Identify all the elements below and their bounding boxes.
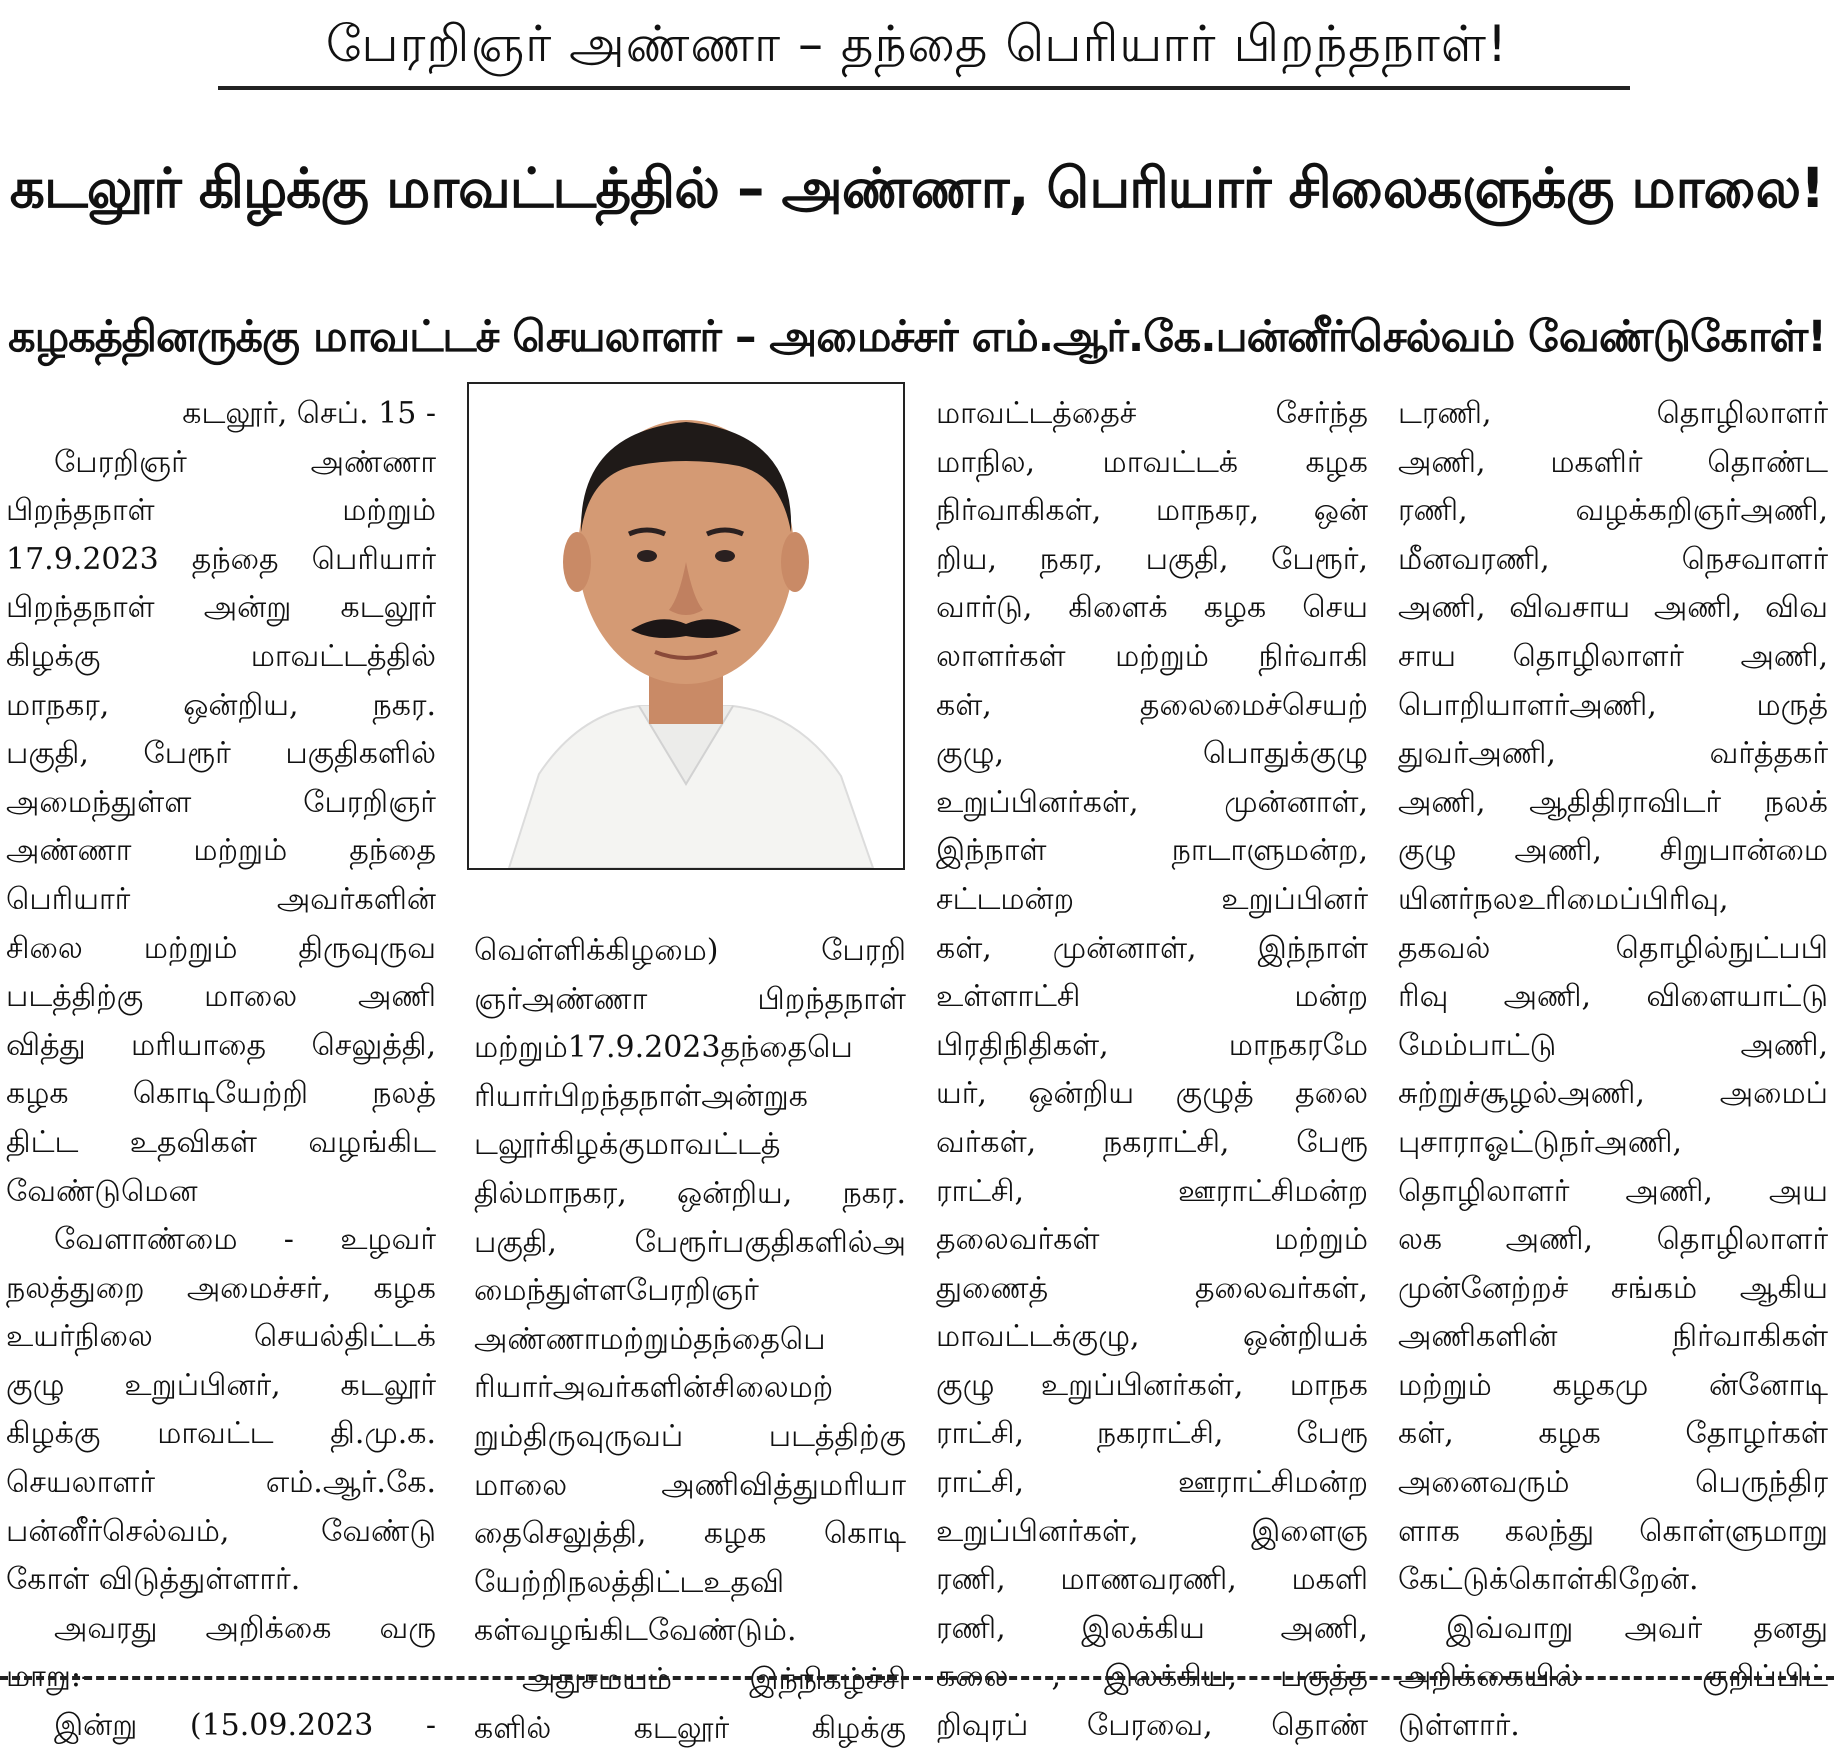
article-text-line: ராட்சி, ஊராட்சிமன்ற xyxy=(936,1168,1368,1217)
article-text-line: வர்கள், நகராட்சி, பேரூ xyxy=(936,1119,1368,1168)
article-text-line: கள்வழங்கிடவேண்டும். xyxy=(474,1607,906,1656)
article-text-line: கள், முன்னாள், இந்நாள் xyxy=(936,925,1368,974)
article-text-line: மாநில, மாவட்டக் கழக xyxy=(936,439,1368,488)
article-text-line: பெரியார் அவர்களின் xyxy=(6,876,436,925)
article-text-line: யினர்நலஉரிமைப்பிரிவு, xyxy=(1398,876,1828,925)
article-text-line: துணைத் தலைவர்கள், xyxy=(936,1265,1368,1314)
article-column-2 xyxy=(474,927,906,1753)
article-text-line: களில் கடலூர் கிழக்கு xyxy=(474,1705,906,1753)
article-text-line: சுற்றுச்சூழல்அணி, அமைப் xyxy=(1398,1070,1828,1119)
article-text-line: அணி, விவசாய அணி, விவ xyxy=(1398,584,1828,633)
article-text-line: திட்ட உதவிகள் வழங்கிட xyxy=(6,1119,436,1168)
article-text-line: தில்மாநகர, ஒன்றிய, நகர. xyxy=(474,1170,906,1219)
article-text-line: கிழக்கு மாவட்ட தி.மு.க. xyxy=(6,1410,436,1459)
article-text-line: றும்திருவுருவப் படத்திற்கு xyxy=(474,1413,906,1462)
article-text-line: ரணி, வழக்கறிஞர்அணி, xyxy=(1398,487,1828,536)
article-text-line: உறுப்பினர்கள், இளைஞ xyxy=(936,1508,1368,1557)
article-text-line: ரிவு அணி, விளையாட்டு xyxy=(1398,973,1828,1022)
main-headline: கடலூர் கிழக்கு மாவட்டத்தில் – அண்ணா, பெரியார் சிலைகளுக்கு மாலை! xyxy=(0,128,1834,248)
article-text-line: உயர்நிலை செயல்திட்டக் xyxy=(6,1313,436,1362)
article-text-line: நலத்துறை அமைச்சர், கழக xyxy=(6,1265,436,1314)
article-text-line: ரியார்அவர்களின்சிலைமற் xyxy=(474,1364,906,1413)
article-text-line: ளாக கலந்து கொள்ளுமாறு xyxy=(1398,1508,1828,1557)
article-text-line: ரியார்பிறந்தநாள்அன்றுக xyxy=(474,1073,906,1122)
article-text-line: குழு உறுப்பினர், கடலூர் xyxy=(6,1362,436,1411)
article-text-line: வார்டு, கிளைக் கழக செய xyxy=(936,584,1368,633)
article-text-line: கோள் விடுத்துள்ளார். xyxy=(6,1556,436,1605)
article-text-line: டலூர்கிழக்குமாவட்டத் xyxy=(474,1121,906,1170)
article-text-line: பிரதிநிதிகள், மாநகரமே xyxy=(936,1022,1368,1071)
article-text-line: மாநகர, ஒன்றிய, நகர. xyxy=(6,682,436,731)
article-text-line: கேட்டுக்கொள்கிறேன். xyxy=(1398,1556,1828,1605)
article-text-line: அனைவரும் பெருந்திர xyxy=(1398,1459,1828,1508)
article-text-line: கழக கொடியேற்றி நலத் xyxy=(6,1070,436,1119)
article-text-line: முன்னேற்றச் சங்கம் ஆகிய xyxy=(1398,1265,1828,1314)
article-text-line: அணி, ஆதிதிராவிடர் நலக் xyxy=(1398,779,1828,828)
article-text-line: தொழிலாளர் அணி, அய xyxy=(1398,1168,1828,1217)
article-text-line: பகுதி, பேரூர்பகுதிகளில்அ xyxy=(474,1219,906,1268)
article-text-line: பன்னீர்செல்வம், வேண்டு xyxy=(6,1508,436,1557)
article-text-line: இன்று (15.09.2023 - xyxy=(6,1702,436,1751)
article-text-line: பிறந்தநாள் அன்று கடலூர் xyxy=(6,584,436,633)
article-text-line: ரணி, மாணவரணி, மகளி xyxy=(936,1556,1368,1605)
article-text-line: டுள்ளார். xyxy=(1398,1702,1828,1751)
article-text-line: இந்நாள் நாடாளுமன்ற, xyxy=(936,827,1368,876)
article-text-line: மேம்பாட்டு அணி, xyxy=(1398,1022,1828,1071)
article-text-line: சட்டமன்ற உறுப்பினர் xyxy=(936,876,1368,925)
article-text-line: நிர்வாகிகள், மாநகர, ஒன் xyxy=(936,487,1368,536)
article-text-line: அறிக்கையில் குறிப்பிட் xyxy=(1398,1653,1828,1702)
article-text-line: பிறந்தநாள் மற்றும் xyxy=(6,487,436,536)
article-text-line: வித்து மரியாதை செலுத்தி, xyxy=(6,1022,436,1071)
article-text-line: சிலை மற்றும் திருவுருவ xyxy=(6,925,436,974)
article-text-line: ராட்சி, ஊராட்சிமன்ற xyxy=(936,1459,1368,1508)
article-text-line: ராட்சி, நகராட்சி, பேரூ xyxy=(936,1410,1368,1459)
article-text-line: பகுதி, பேரூர் பகுதிகளில் xyxy=(6,730,436,779)
article-text-line: லாளர்கள் மற்றும் நிர்வாகி xyxy=(936,633,1368,682)
article-text-line: சாய தொழிலாளர் அணி, xyxy=(1398,633,1828,682)
article-text-line: குழு அணி, சிறுபான்மை xyxy=(1398,827,1828,876)
article-text-line: பொறியாளர்அணி, மருத் xyxy=(1398,682,1828,731)
article-text-line: அண்ணா மற்றும் தந்தை xyxy=(6,827,436,876)
article-text-line: மற்றும்17.9.2023தந்தைபெ xyxy=(474,1024,906,1073)
article-text-line: குழு உறுப்பினர்கள், மாநக xyxy=(936,1362,1368,1411)
article-text-line: மைந்துள்ளபேரறிஞர் xyxy=(474,1267,906,1316)
article-text-line: ஞர்அண்ணா பிறந்தநாள் xyxy=(474,976,906,1025)
article-column-1 xyxy=(6,390,436,1751)
article-text-line: றிய, நகர, பகுதி, பேரூர், xyxy=(936,536,1368,585)
article-column-4 xyxy=(1398,390,1828,1751)
article-text-line: லக அணி, தொழிலாளர் xyxy=(1398,1216,1828,1265)
bottom-dashed-separator xyxy=(0,1676,1834,1680)
article-text-line: அணிகளின் நிர்வாகிகள் xyxy=(1398,1313,1828,1362)
article-text-line: மாவட்டக்குழு, ஒன்றியக் xyxy=(936,1313,1368,1362)
article-text-line: வேண்டுமென xyxy=(6,1168,436,1217)
article-text-line: உறுப்பினர்கள், முன்னாள், xyxy=(936,779,1368,828)
article-column-3 xyxy=(936,390,1368,1751)
article-text-line: றிவுரப் பேரவை, தொண் xyxy=(936,1702,1368,1751)
article-text-line: யர், ஒன்றிய குழுத் தலை xyxy=(936,1070,1368,1119)
article-text-line: கடலூர், செப். 15 - xyxy=(6,390,436,439)
minister-portrait-photo xyxy=(467,382,905,870)
kicker-underline xyxy=(218,86,1630,90)
article-text-line: கலை , இலக்கிய, பகுத்த xyxy=(936,1653,1368,1702)
article-text-line: தலைவர்கள் மற்றும் xyxy=(936,1216,1368,1265)
article-text-line: செயலாளர் எம்.ஆர்.கே. xyxy=(6,1459,436,1508)
article-text-line: கள், கழக தோழர்கள் xyxy=(1398,1410,1828,1459)
portrait-illustration xyxy=(469,384,903,868)
article-text-line: குழு, பொதுக்குழு xyxy=(936,730,1368,779)
article-text-line: 17.9.2023 தந்தை பெரியார் xyxy=(6,536,436,585)
article-text-line: புசாராஓட்டுநர்அணி, xyxy=(1398,1119,1828,1168)
article-text-line: தகவல் தொழில்நுட்பபி xyxy=(1398,925,1828,974)
article-text-line: மற்றும் கழகமு ன்னோடி xyxy=(1398,1362,1828,1411)
article-text-line: மாறு:- xyxy=(6,1653,436,1702)
article-text-line: அவரது அறிக்கை வரு xyxy=(6,1605,436,1654)
article-text-line: யேற்றிநலத்திட்டஉதவி xyxy=(474,1559,906,1608)
kicker-headline: பேரறிஞர் அண்ணா – தந்தை பெரியார் பிறந்தநாள்! xyxy=(0,14,1834,74)
article-text-line: மீனவரணி, நெசவாளர் xyxy=(1398,536,1828,585)
article-text-line: அணி, மகளிர் தொண்ட xyxy=(1398,439,1828,488)
article-text-line: படத்திற்கு மாலை அணி xyxy=(6,973,436,1022)
article-text-line: கள், தலைமைச்செயற் xyxy=(936,682,1368,731)
article-text-line: உள்ளாட்சி மன்ற xyxy=(936,973,1368,1022)
sub-headline: கழகத்தினருக்கு மாவட்டச் செயலாளர் – அமைச்சர் எம்.ஆர்.கே.பன்னீர்செல்வம் வேண்டுகோள்! xyxy=(0,300,1834,374)
article-text-line: கிழக்கு மாவட்டத்தில் xyxy=(6,633,436,682)
article-text-line: துவர்அணி, வர்த்தகர் xyxy=(1398,730,1828,779)
article-text-line: அமைந்துள்ள பேரறிஞர் xyxy=(6,779,436,828)
article-text-line: அதுசமயம் இந்நிகழ்ச்சி xyxy=(474,1656,906,1705)
article-text-line: வேளாண்மை - உழவர் xyxy=(6,1216,436,1265)
article-text-line: தைசெலுத்தி, கழக கொடி xyxy=(474,1510,906,1559)
article-text-line: ரணி, இலக்கிய அணி, xyxy=(936,1605,1368,1654)
article-text-line: மாவட்டத்தைச் சேர்ந்த xyxy=(936,390,1368,439)
article-text-line: பேரறிஞர் அண்ணா xyxy=(6,439,436,488)
article-text-line: இவ்வாறு அவர் தனது xyxy=(1398,1605,1828,1654)
article-text-line: டரணி, தொழிலாளர் xyxy=(1398,390,1828,439)
article-text-line: மாலை அணிவித்துமரியா xyxy=(474,1462,906,1511)
article-text-line: வெள்ளிக்கிழமை) பேரறி xyxy=(474,927,906,976)
article-text-line: அண்ணாமற்றும்தந்தைபெ xyxy=(474,1316,906,1365)
